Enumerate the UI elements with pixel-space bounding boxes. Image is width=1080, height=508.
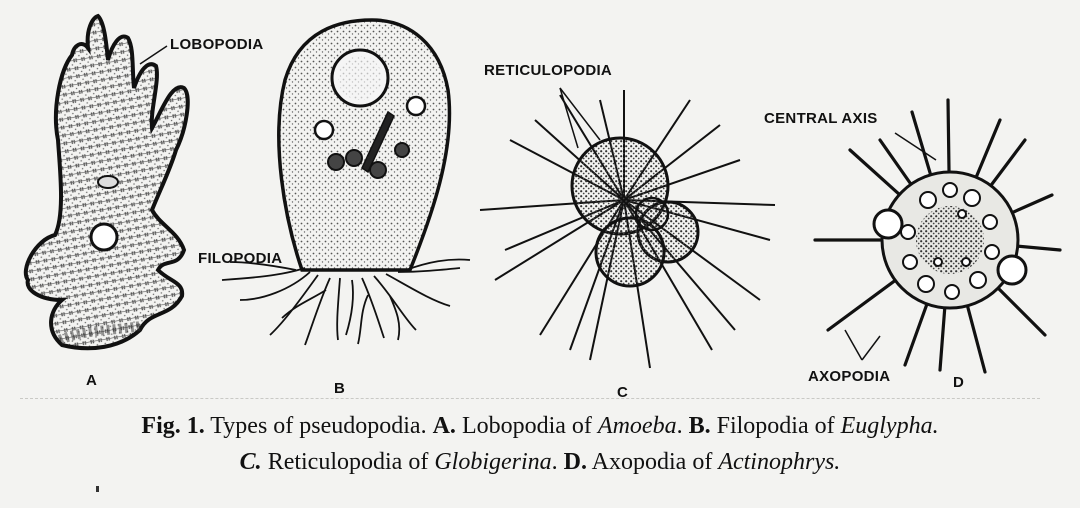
caption-line-2: [0, 444, 1080, 480]
figure-caption: [0, 408, 1080, 480]
caption-globigerina: Globigerina: [434, 449, 552, 475]
divider: [20, 398, 1040, 400]
axopodia-pointer-1: [845, 330, 862, 360]
axopodia-pointer-2: [862, 336, 880, 360]
filopodia-threads: [222, 259, 470, 345]
caption-euglypha: Euglypha.: [840, 413, 939, 439]
caption-text-5: Reticulopodia of: [261, 449, 435, 475]
reticulopodia-pointer-2: [560, 88, 600, 140]
euglypha-drawing: [222, 20, 470, 345]
caption-line-1: [0, 408, 1080, 444]
label-central-axis: CENTRAL AXIS: [764, 110, 878, 127]
reticulopodia-pointer-1: [560, 88, 578, 148]
caption-fig-number: Fig. 1.: [141, 413, 205, 439]
caption-a: A.: [432, 413, 456, 439]
label-reticulopodia: RETICULOPODIA: [484, 62, 613, 79]
lobopodia-pointer: [140, 46, 167, 64]
panel-letter-d: D: [953, 374, 964, 391]
label-filopodia: FILOPODIA: [198, 250, 283, 267]
caption-text-3: .: [676, 413, 689, 439]
panel-letter-c: C: [617, 384, 628, 401]
stray-mark: [96, 486, 99, 492]
label-axopodia: AXOPODIA: [808, 368, 891, 385]
caption-amoeba: Amoeba: [597, 413, 677, 439]
panel-letter-b: B: [334, 380, 345, 397]
caption-text-7: Axopodia of: [587, 449, 719, 475]
caption-text-4: Filopodia of: [710, 413, 841, 439]
caption-d: D.: [563, 449, 587, 475]
amoeba-contractile-vacuole: [91, 224, 117, 250]
label-lobopodia: LOBOPODIA: [170, 36, 264, 53]
amoeba-nucleus: [98, 176, 118, 188]
caption-text-6: .: [551, 449, 564, 475]
caption-text-2: Lobopodia of: [455, 413, 598, 439]
caption-text-1: Types of pseudopodia.: [204, 413, 433, 439]
caption-actinophrys: Actinophrys.: [718, 449, 841, 475]
caption-c: C.: [239, 449, 262, 475]
panel-letter-a: A: [86, 372, 97, 389]
caption-b: B.: [688, 413, 711, 439]
actinophrys-drawing: [815, 100, 1060, 372]
amoeba-drawing: [26, 16, 188, 348]
globigerina-drawing: [480, 88, 775, 368]
central-axis-pointer: [895, 133, 936, 160]
